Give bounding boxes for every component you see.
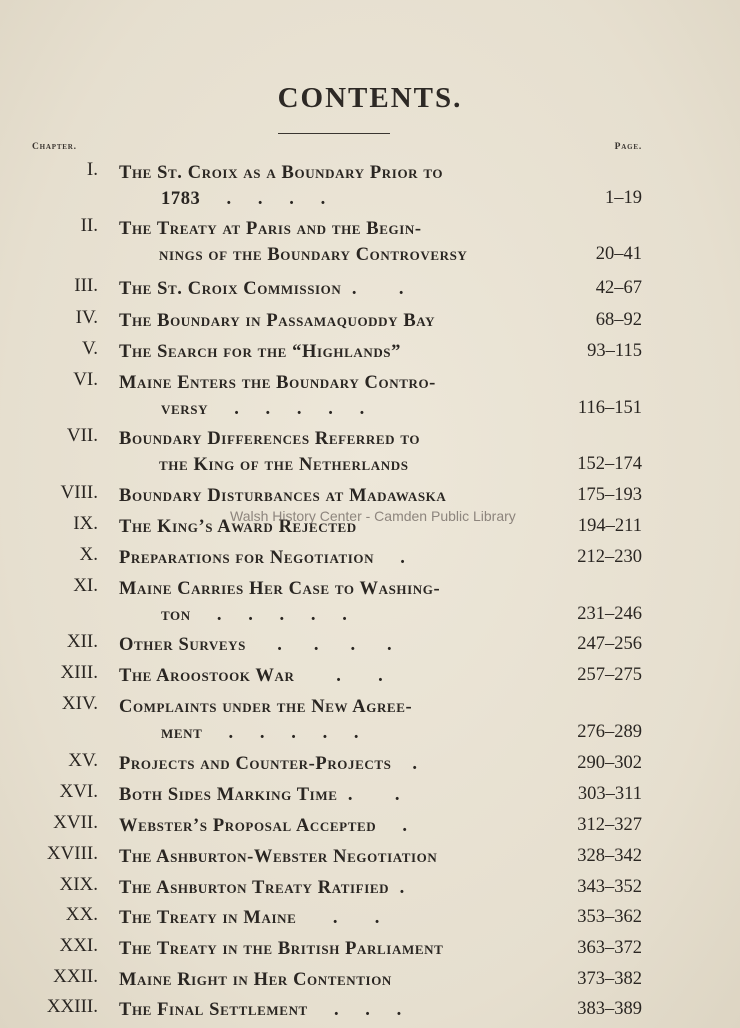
chapter-number: XVII.	[53, 812, 98, 833]
chapter-title	[119, 339, 529, 365]
chapter-title-line: Maine Carries Her Case to Washing-	[119, 579, 441, 599]
chapter-number: VII.	[66, 425, 98, 446]
page-range: 194–211	[577, 516, 642, 536]
page-range: 328–342	[577, 846, 642, 866]
chapter-title-line: versy . . . . .	[161, 399, 365, 419]
chapter-title	[119, 483, 529, 509]
chapter-title-line: The Final Settlement . . .	[119, 1000, 402, 1020]
chapter-title-line: The Ashburton Treaty Ratified .	[119, 878, 405, 898]
chapter-title	[119, 875, 529, 901]
page-range: 363–372	[577, 938, 642, 958]
chapter-title-line: The Treaty in the British Parliament	[119, 939, 444, 959]
chapter-title-line: The St. Croix as a Boundary Prior to	[119, 163, 444, 183]
chapter-title	[119, 782, 529, 808]
chapter-title	[119, 160, 529, 212]
chapter-number: XI.	[73, 575, 98, 596]
chapter-title-line: The Aroostook War . .	[119, 666, 384, 686]
chapter-title	[119, 216, 529, 268]
page-range: 68–92	[595, 310, 642, 330]
chapter-number: XIII.	[60, 662, 98, 683]
chapter-number: IX.	[73, 513, 98, 534]
chapter-title	[119, 308, 529, 334]
page-range: 290–302	[577, 753, 642, 773]
chapter-number: XVI.	[59, 781, 98, 802]
page-range: 373–382	[577, 969, 642, 989]
chapter-title	[119, 632, 529, 658]
page-range: 42–67	[595, 278, 642, 298]
chapter-number: XXII.	[53, 966, 98, 987]
chapter-title-line: The St. Croix Commission . .	[119, 279, 405, 299]
title-divider	[278, 133, 390, 134]
chapter-title	[119, 751, 529, 777]
page-range: 343–352	[577, 877, 642, 897]
chapter-title-line: Webster’s Proposal Accepted .	[119, 816, 408, 836]
chapter-title-line: The King’s Award Rejected	[119, 517, 357, 537]
chapter-title	[119, 905, 529, 931]
chapter-title	[119, 426, 529, 478]
chapter-number: II.	[80, 215, 98, 236]
chapter-title-line: The Ashburton-Webster Negotiation	[119, 847, 438, 867]
chapter-title	[119, 936, 529, 962]
chapter-title-line: Maine Enters the Boundary Contro-	[119, 373, 436, 393]
chapter-title-line: Preparations for Negotiation .	[119, 548, 406, 568]
page-title: CONTENTS.	[277, 82, 463, 114]
chapter-title	[119, 545, 529, 571]
chapter-title	[119, 276, 529, 302]
chapter-number: VI.	[73, 369, 98, 390]
chapter-number: IV.	[75, 307, 98, 328]
chapter-title-line: Maine Right in Her Contention	[119, 970, 392, 990]
page-range: 353–362	[577, 907, 642, 927]
page-column-header: Page.	[614, 142, 642, 152]
chapter-title-line: Projects and Counter-Projects .	[119, 754, 418, 774]
page-range: 276–289	[577, 722, 642, 742]
chapter-title-line: Complaints under the New Agree-	[119, 697, 413, 717]
page-range: 247–256	[577, 634, 642, 654]
chapter-title-line: The Treaty in Maine . .	[119, 908, 380, 928]
page-range: 1–19	[605, 188, 642, 208]
chapter-title-line: Other Surveys . . . .	[119, 635, 393, 655]
chapter-number: XV.	[68, 750, 98, 771]
chapter-number: X.	[79, 544, 98, 565]
chapter-title-line: the King of the Netherlands	[159, 455, 409, 475]
chapter-title-line: nings of the Boundary Controversy	[159, 245, 468, 265]
chapter-column-header: Chapter.	[32, 142, 77, 152]
chapter-number: I.	[86, 159, 98, 180]
chapter-title-line: Boundary Disturbances at Madawaska	[119, 486, 447, 506]
chapter-title	[119, 813, 529, 839]
chapter-title	[119, 576, 529, 628]
chapter-number: XIV.	[61, 693, 98, 714]
chapter-title	[119, 967, 529, 993]
chapter-number: V.	[81, 338, 98, 359]
chapter-title	[119, 997, 529, 1023]
page-range: 257–275	[577, 665, 642, 685]
chapter-title-line: ment . . . . .	[161, 723, 360, 743]
page-range: 312–327	[577, 815, 642, 835]
page-range: 93–115	[587, 341, 642, 361]
watermark-text: Walsh History Center - Camden Public Library	[230, 508, 516, 524]
chapter-title-line: Both Sides Marking Time . .	[119, 785, 401, 805]
page-range: 20–41	[595, 244, 642, 264]
chapter-title	[119, 694, 529, 746]
chapter-number: XX.	[65, 904, 98, 925]
chapter-title	[119, 370, 529, 422]
page-range: 152–174	[577, 454, 642, 474]
chapter-title	[119, 663, 529, 689]
chapter-number: XXIII.	[46, 996, 98, 1017]
chapter-title-line: Boundary Differences Referred to	[119, 429, 421, 449]
page-range: 116–151	[577, 398, 642, 418]
chapter-title-line: ton . . . . .	[161, 605, 348, 625]
chapter-title-line: The Boundary in Passamaquoddy Bay	[119, 311, 436, 331]
chapter-number: VIII.	[60, 482, 98, 503]
chapter-number: XII.	[66, 631, 98, 652]
page-range: 175–193	[577, 485, 642, 505]
chapter-number: III.	[74, 275, 98, 296]
page-range: 212–230	[577, 547, 642, 567]
chapter-title-line: The Treaty at Paris and the Begin-	[119, 219, 422, 239]
chapter-title	[119, 844, 529, 870]
chapter-number: XVIII.	[46, 843, 98, 864]
chapter-title-line: 1783 . . . .	[161, 189, 326, 209]
chapter-title-line: The Search for the “Highlands”	[119, 342, 401, 362]
page-range: 231–246	[577, 604, 642, 624]
page-range: 383–389	[577, 999, 642, 1019]
chapter-number: XIX.	[59, 874, 98, 895]
chapter-number: XXI.	[59, 935, 98, 956]
page-range: 303–311	[577, 784, 642, 804]
